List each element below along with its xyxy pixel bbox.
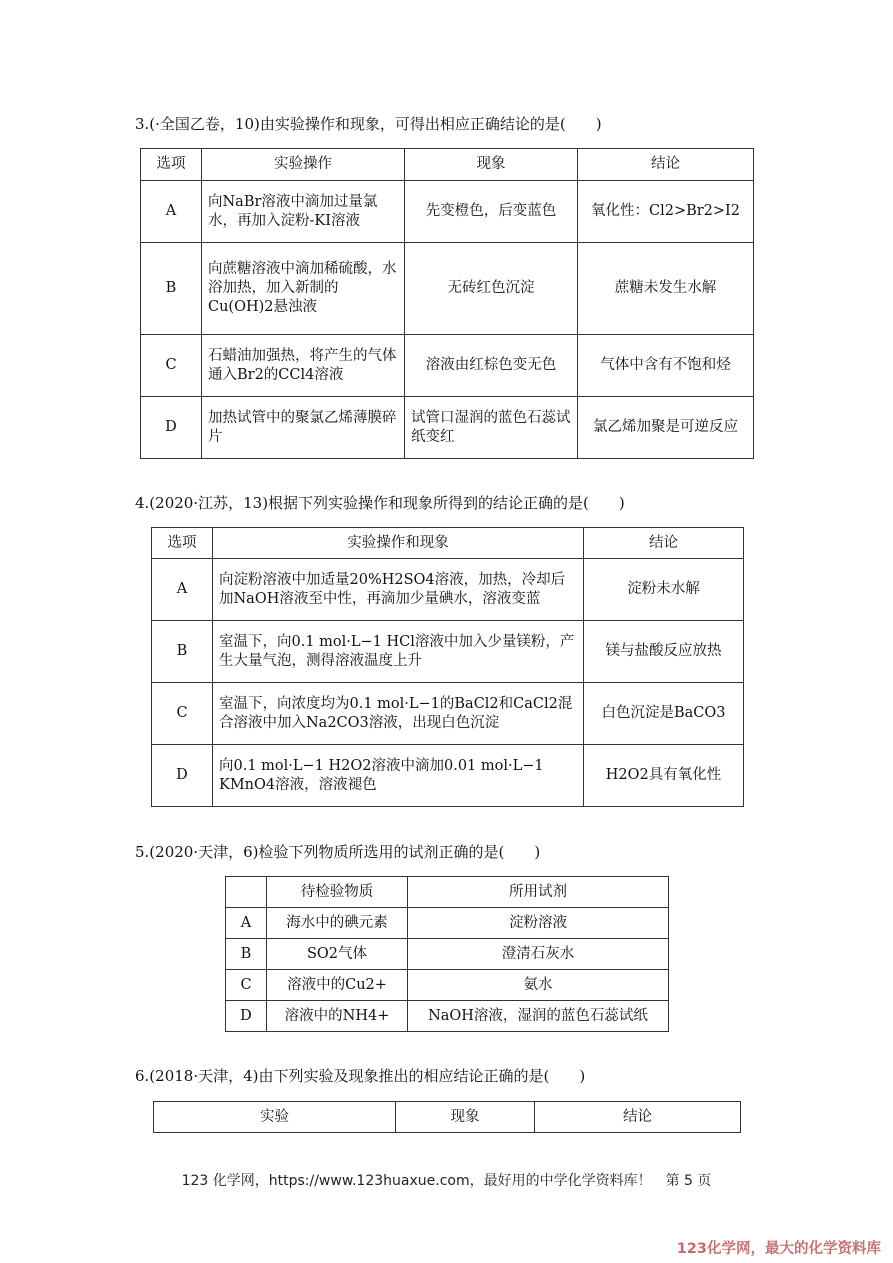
table-row [152,683,744,745]
header-phenomenon: 现象 [405,149,578,181]
table-header-row [141,149,754,181]
watermark: 123化学网，最大的化学资料库 [676,1241,881,1257]
table-header-row [152,528,744,559]
conclusion-cell: 氯乙烯加聚是可逆反应 [578,397,754,459]
table-row [226,939,669,970]
option-label: A [226,908,267,939]
question-3-table [140,148,754,459]
table-row [152,621,744,683]
operation-cell: 室温下，向0.1 mol·L−1 HCl溶液中加入少量镁粉，产生大量气泡，测得溶液温度上升 [213,621,584,683]
operation-cell: 室温下，向浓度均为0.1 mol·L−1的BaCl2和CaCl2混合溶液中加入Na2CO3溶液，出现白色沉淀 [213,683,584,745]
option-label: C [141,335,202,397]
option-label: B [152,621,213,683]
substance-cell: 溶液中的NH4+ [267,1001,408,1032]
option-label: D [152,745,213,807]
table-row [141,243,754,335]
option-label: C [226,970,267,1001]
header-option: 选项 [141,149,202,181]
option-label: C [152,683,213,745]
conclusion-cell: 氧化性：Cl2>Br2>I2 [578,181,754,243]
operation-cell: 向0.1 mol·L−1 H2O2溶液中滴加0.01 mol·L−1 KMnO4溶液，溶液褪色 [213,745,584,807]
substance-cell: 溶液中的Cu2+ [267,970,408,1001]
substance-cell: 海水中的碘元素 [267,908,408,939]
header-operation: 实验操作 [202,149,405,181]
question-6-table [153,1101,741,1133]
header-option: 选项 [152,528,213,559]
footer-text: 123 化学网，https://www.123huaxue.com，最好用的中学化学资料库！ [181,1173,652,1189]
option-label: A [141,181,202,243]
phenomenon-cell: 试管口湿润的蓝色石蕊试纸变红 [405,397,578,459]
table-row [226,908,669,939]
phenomenon-cell: 无砖红色沉淀 [405,243,578,335]
table-row [141,397,754,459]
phenomenon-cell: 溶液由红棕色变无色 [405,335,578,397]
header-reagent: 所用试剂 [408,877,669,908]
reagent-cell: NaOH溶液，湿润的蓝色石蕊试纸 [408,1001,669,1032]
question-6-title: 6.(2018·天津，4)由下列实验及现象推出的相应结论正确的是( ) [135,1067,586,1085]
table-row [226,1001,669,1032]
phenomenon-cell: 先变橙色，后变蓝色 [405,181,578,243]
table-row [152,559,744,621]
reagent-cell: 淀粉溶液 [408,908,669,939]
table-row [141,181,754,243]
header-operation-phenomenon: 实验操作和现象 [213,528,584,559]
header-conclusion: 结论 [584,528,744,559]
reagent-cell: 氨水 [408,970,669,1001]
header-conclusion: 结论 [535,1102,741,1133]
operation-cell: 向蔗糖溶液中滴加稀硫酸，水浴加热，加入新制的Cu(OH)2悬浊液 [202,243,405,335]
option-label: B [141,243,202,335]
header-blank [226,877,267,908]
conclusion-cell: 蔗糖未发生水解 [578,243,754,335]
header-phenomenon: 现象 [396,1102,535,1133]
operation-cell: 石蜡油加强热，将产生的气体通入Br2的CCl4溶液 [202,335,405,397]
conclusion-cell: 镁与盐酸反应放热 [584,621,744,683]
question-4-table [151,527,744,807]
conclusion-cell: H2O2具有氧化性 [584,745,744,807]
option-label: D [226,1001,267,1032]
table-row [152,745,744,807]
option-label: A [152,559,213,621]
page-footer [0,1170,893,1190]
operation-cell: 加热试管中的聚氯乙烯薄膜碎片 [202,397,405,459]
table-header-row [226,877,669,908]
table-row [226,970,669,1001]
header-conclusion: 结论 [578,149,754,181]
conclusion-cell: 白色沉淀是BaCO3 [584,683,744,745]
reagent-cell: 澄清石灰水 [408,939,669,970]
question-5-table [225,876,669,1032]
question-3-title: 3.(·全国乙卷，10)由实验操作和现象，可得出相应正确结论的是( ) [135,115,602,133]
page-number: 第 5 页 [665,1173,712,1189]
conclusion-cell: 气体中含有不饱和烃 [578,335,754,397]
option-label: B [226,939,267,970]
table-header-row [154,1102,741,1133]
question-5-title: 5.(2020·天津，6)检验下列物质所选用的试剂正确的是( ) [135,843,541,861]
header-substance: 待检验物质 [267,877,408,908]
operation-cell: 向NaBr溶液中滴加过量氯水，再加入淀粉-KI溶液 [202,181,405,243]
option-label: D [141,397,202,459]
header-experiment: 实验 [154,1102,396,1133]
question-4-title: 4.(2020·江苏，13)根据下列实验操作和现象所得到的结论正确的是( ) [135,494,625,512]
substance-cell: SO2气体 [267,939,408,970]
table-row [141,335,754,397]
conclusion-cell: 淀粉未水解 [584,559,744,621]
operation-cell: 向淀粉溶液中加适量20%H2SO4溶液，加热，冷却后加NaOH溶液至中性，再滴加少量碘水，溶液变蓝 [213,559,584,621]
